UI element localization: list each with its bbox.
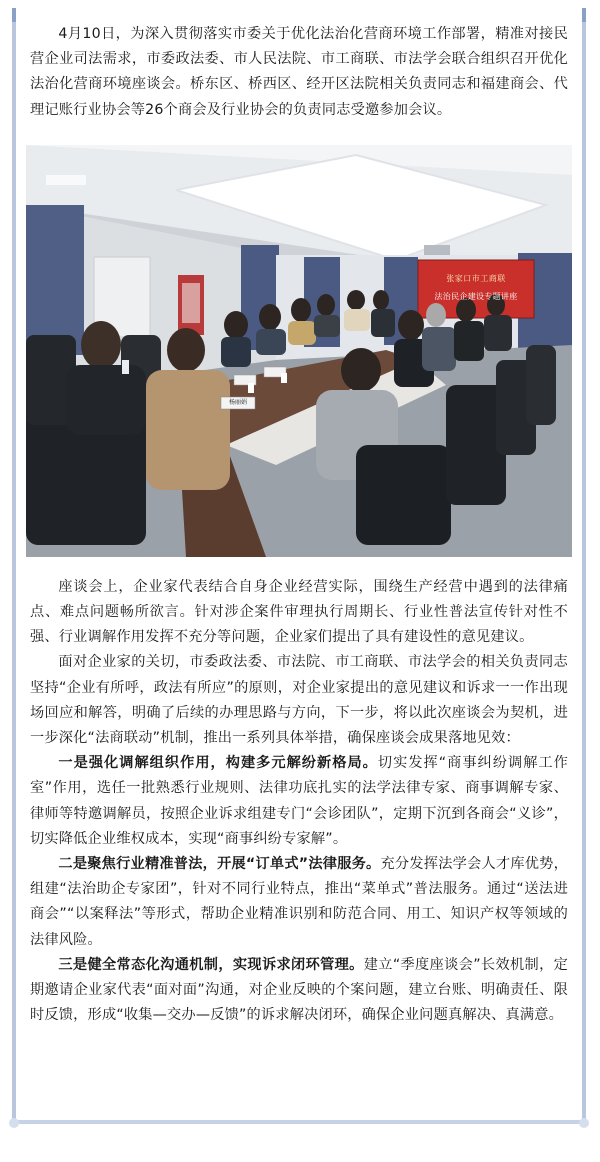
measure-3-body: 建立“季度座谈会”长效机制，定期邀请企业家代表“面对面”沟通，对企业反映的个案问题，建立台账、明确责任、限时反馈，形成“收集—交办—反馈”的诉求解决闭环，确保企业问题真解决、真满意。 [30,956,569,1024]
frame-dot-left [9,1118,19,1128]
banner-line-1: 张家口市工商联 [446,273,506,283]
intro-paragraph: 4月10日，为深入贯彻落实市委关于优化法治化营商环境工作部署，精准对接民营企业司法需求，市委政法委、市人民法院、市工商联、市法学会联合组织召开优化法治化营商环境座谈会。桥东区、桥西区、经开区法院相关负责同志和福建商会、代理记账行业协会等26个商会及行业协会的负责同志受邀参加会议。 [30,26,568,118]
article-body [30,22,568,1028]
meeting-photo-svg [26,145,572,557]
response-paragraph: 面对企业家的关切，市委政法委、市法院、市工商联、市法学会的相关负责同志坚持“企业有所呼，政法有所应”的原则，对企业家提出的意见建议和诉求一一作出现场回应和解答，明确了后续的办理思路与方向，下一步，将以此次座谈会为契机，进一步深化“法商联动”机制，推出一系列具体举措，确保座谈会成果落地见效： [30,654,568,747]
measure-3 [30,953,568,1029]
measure-3-heading: 三是健全常态化沟通机制，实现诉求闭环管理。 [58,956,364,973]
frame-corner-right [582,8,586,22]
measure-2-body: 充分发挥法学会人才库优势，组建“法治助企专家团”，针对不同行业特点，推出“菜单式”普法服务。通过“送法进商会”“以案释法”等形式，帮助企业精准识别和防范合同、用工、知识产权等领域的法律风险。 [30,856,568,948]
discussion-paragraph: 座谈会上，企业家代表结合自身企业经营实际，围绕生产经营中遇到的法律痛点、难点问题畅所欲言。针对涉企案件审理执行周期长、行业性普法宣传针对性不强、行业调解作用发挥不充分等问题，企业家们提出了具有建设性的意见建议。 [30,578,568,646]
measure-1-body: 切实发挥“商事纠纷调解工作室”作用，选任一批熟悉行业规则、法律功底扎实的法学法律专家、商事调解专家、律师等特邀调解员，按照企业诉求组建专门“会诊团队”，定期下沉到各商会“义诊”，切实降低企业维权成本，实现“商事纠纷专家解”。 [30,755,569,847]
measure-1 [30,751,568,852]
measure-2-heading: 二是聚焦行业精准普法，开展“订单式”法律服务。 [58,856,381,873]
nameplate-label: 杨丽娟 [228,398,247,406]
measure-2 [30,852,568,953]
banner-line-2: 法治民企建设专题讲座 [434,291,518,301]
frame-dot-right [579,1118,589,1128]
meeting-photo [26,145,572,557]
frame-corner-left [12,8,16,22]
measure-1-heading: 一是强化调解组织作用，构建多元解纷新格局。 [58,755,378,772]
